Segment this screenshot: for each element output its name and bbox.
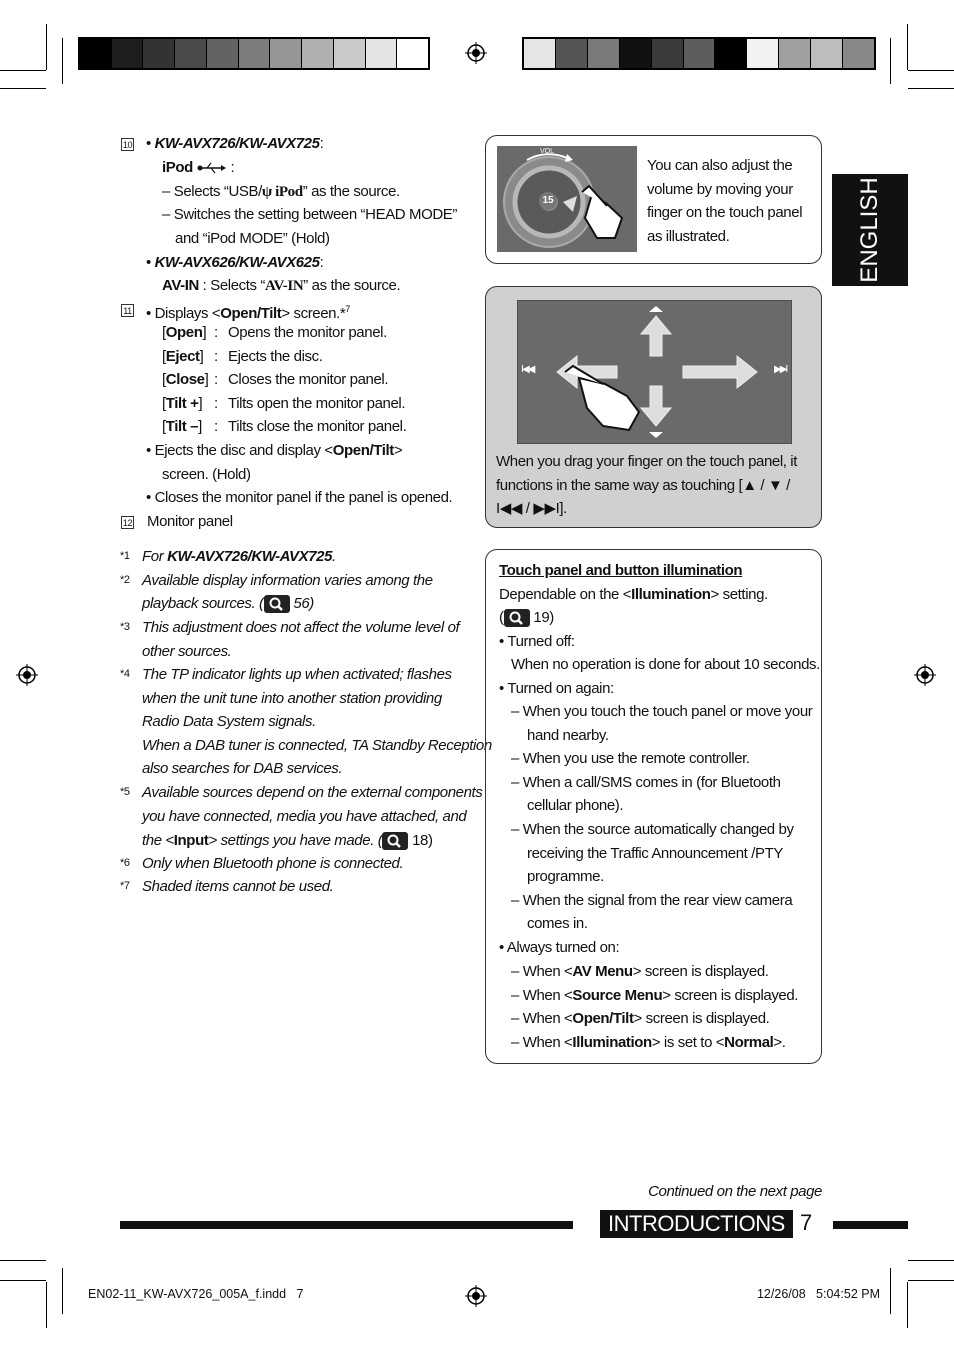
setting-name: AV Menu [572,963,633,980]
option-colon [214,321,218,345]
volume-tip-line: volume by moving your [647,180,793,198]
text: ] [202,324,207,341]
registration-mark-icon [465,1285,487,1307]
footnote-mark: *2 [120,574,130,586]
option-desc: Ejects the disc. [228,347,323,365]
text: [ [162,324,166,341]
text: – When < [511,1033,573,1051]
volume-tip-line: You can also adjust the [647,157,793,174]
text: – When < [511,963,573,980]
color-swatch [779,39,811,68]
color-swatch [715,39,747,68]
color-swatch [556,39,588,68]
item11-text: Displays < [154,305,221,322]
eject-text: Ejects the disc and display < [154,442,333,459]
ipod-option-2: – Switches the setting between “HEAD MODE” [162,206,457,223]
illum-off-title: Turned off: [507,633,575,650]
drag-tip-line: When you drag your finger on the touch panel, it [496,453,798,470]
print-date: 12/26/08 5:04:52 PM [756,1287,880,1301]
text: ] [198,418,202,436]
section-label: INTRODUCTIONS [600,1210,793,1238]
option-key: Eject [165,347,200,365]
drag-tip-line: I◀◀ / ▶▶I]. [496,500,567,518]
text: : [214,394,218,412]
footer-rule-right [833,1221,908,1229]
footnote-text: The TP indicator lights up when activated; flashes [142,666,452,683]
illum-on-item: – When the signal from the rear view camera [511,891,793,909]
footnote-text: you have connected, media you have attached, and [142,808,467,825]
setting-name: Source Menu [572,986,663,1004]
footnote-text: Available sources depend on the external components [142,784,483,801]
color-swatch [239,39,271,68]
ipod-option-1-end: ” as the source. [302,183,400,200]
footnote-text: For [142,548,168,565]
option-desc: Closes the monitor panel. [228,371,389,389]
ipod-option-1: – Selects “USB/ [162,183,262,200]
footnote-text: Only when Bluetooth phone is connected. [142,855,404,872]
illum-on-title: Turned on again: [507,680,614,697]
footnote-text: also searches for DAB services. [142,760,343,777]
footnote-text: This adjustment does not affect the volume level of [142,619,460,636]
continued-note: Continued on the next page [648,1183,822,1200]
footnote-mark: *7 [120,880,130,892]
text: ] [204,371,209,389]
next-icon: ▶▶I [774,364,787,375]
color-swatch [270,39,302,68]
text: – When < [511,1010,573,1028]
page-ref: 18) [408,832,433,849]
footer-rule-left [120,1221,573,1229]
color-swatch [620,39,652,68]
color-swatch [652,39,684,68]
text: [ [162,394,166,412]
illum-text: ( [499,609,504,626]
illum-on-item: – When a call/SMS comes in (for Bluetooth [511,773,781,791]
color-swatch [588,39,620,68]
text: >. [773,1033,786,1051]
color-bar-right [522,37,876,70]
color-bar-left [78,37,430,70]
option-key: Tilt + [165,394,199,412]
text: [ [162,418,166,436]
option-colon [214,368,218,392]
usb-icon [197,162,227,174]
item-number: 12 [122,518,133,528]
option-key-cell [162,345,203,369]
color-swatch [843,39,874,68]
footnote-setting: Input [173,832,209,849]
text: > screen is displayed. [633,1010,770,1028]
text: [ [162,347,166,365]
color-swatch [747,39,779,68]
volume-tip-line: as illustrated. [647,227,730,245]
footnote-text: playback sources. ( [142,595,264,612]
footnote-model: KW-AVX726/KW-AVX725 [167,548,333,565]
option-key-cell [162,392,202,416]
option-key: Close [165,371,205,389]
illum-on-item: – When you touch the touch panel or move your [511,703,813,720]
eject-text-cont: screen. (Hold) [162,466,251,483]
registration-mark-icon [465,42,487,64]
illum-always-item [511,984,798,1008]
illum-on-item: cellular phone). [527,797,624,815]
option-colon [214,415,218,439]
illum-on-item: comes in. [527,915,588,933]
color-swatch [524,39,556,68]
color-swatch [112,39,144,68]
footnote-text: other sources. [142,643,232,660]
language-tab-label: ENGLISH [856,177,883,283]
drag-tip-line: functions in the same way as touching [▲ / ▼ / [496,476,790,494]
option-desc: Tilts open the monitor panel. [228,394,406,412]
option-desc: Tilts close the monitor panel. [228,418,407,436]
text: – When < [511,986,573,1004]
option-colon [214,345,218,369]
illum-always-item [511,1007,769,1031]
footnote-mark: *5 [120,786,130,798]
illum-always-title: Always turned on: [506,939,620,956]
footnote-text: Shaded items cannot be used. [142,878,334,895]
footnote-text: > settings you have made. ( [208,832,383,849]
text: : [214,324,218,341]
illum-always-item [511,960,769,984]
closes-text: Closes the monitor panel if the panel is opened. [154,489,453,506]
option-key: Tilt – [165,418,199,436]
touch-panel-drag-illustration [517,300,792,444]
magnifier-icon [504,609,530,627]
ipod-label: iPod [162,159,193,176]
footnote-text: . [332,548,336,565]
text: ] [199,347,204,365]
step-badge: 15 [539,192,557,210]
text: : [214,347,218,365]
illum-text: > setting. [710,586,768,603]
footnote-text: Radio Data System signals. [142,713,316,730]
avin-text: : Selects “ [198,277,265,294]
option-key-cell [162,415,202,439]
footnote-text: When a DAB tuner is connected, TA Standby Reception [142,737,492,754]
volume-knob-illustration [497,146,637,252]
illum-off-text: When no operation is done for about 10 seconds. [511,656,820,673]
prev-icon: I◀◀ [521,364,534,375]
magnifier-icon [382,832,408,850]
ipod-option-2-cont: and “iPod MODE” (Hold) [175,230,330,247]
color-swatch [302,39,334,68]
item-number: 10 [122,140,133,150]
registration-mark-icon [914,664,936,686]
avin-label: AV-IN [162,277,199,294]
text: > screen is displayed. [662,986,799,1004]
text: : [214,418,218,436]
model-name: KW-AVX726/KW-AVX725 [154,135,320,152]
item12-text: Monitor panel [147,513,233,530]
item-number: 11 [121,304,134,317]
footnote-ref: 7 [345,304,350,314]
item11-screen: Open/Tilt [220,305,282,322]
page-ref: 56) [289,595,314,612]
model-name: KW-AVX626/KW-AVX625 [154,254,320,271]
color-swatch [684,39,716,68]
footnote-text: when the unit tune into another station providing [142,690,442,707]
color-swatch [334,39,366,68]
color-swatch [175,39,207,68]
option-desc: Opens the monitor panel. [228,324,387,341]
footnote-text: the < [142,832,174,849]
illumination-title: Touch panel and button illumination [499,562,743,579]
setting-name: Illumination [572,1033,652,1051]
color-swatch [80,39,112,68]
option-colon [214,392,218,416]
illum-on-item: hand nearby. [527,726,609,744]
text: > screen is displayed. [632,963,769,980]
option-key: Open [165,324,203,341]
illum-on-item: – When you use the remote controller. [511,750,750,768]
text: [ [162,371,166,389]
volume-tip-line: finger on the touch panel [647,204,803,222]
color-swatch [811,39,843,68]
eject-text-end: > [393,442,403,459]
ipod-source: iPod [271,184,303,200]
page-ref: 19) [529,609,554,626]
setting-value: Normal [724,1033,774,1051]
color-swatch [143,39,175,68]
item11-text-end: > screen.* [281,305,346,322]
setting-name: Open/Tilt [572,1010,634,1028]
footnote-mark: *6 [120,857,130,869]
text: ] [198,394,203,412]
option-key-cell [162,368,208,392]
registration-mark-icon [16,664,38,686]
illum-on-item: receiving the Traffic Announcement /PTY [527,844,783,862]
footnote-text: Available display information varies among the [142,572,433,589]
text: : [214,371,218,389]
avin-text-end: ” as the source. [303,277,401,294]
color-swatch [366,39,398,68]
color-swatch [397,39,428,68]
footnote-mark: *3 [120,621,130,633]
avin-source: AV-IN [264,278,304,294]
vol-label: VOL [540,148,555,155]
footnote-mark: *4 [120,668,130,680]
eject-screen: Open/Tilt [332,442,394,459]
magnifier-icon [264,595,290,613]
text: > is set to < [651,1033,725,1051]
file-info: EN02-11_KW-AVX726_005A_f.indd 7 [88,1287,304,1301]
color-swatch [207,39,239,68]
option-key-cell [162,321,206,345]
illum-on-item: programme. [527,868,604,886]
illum-always-item [511,1031,786,1055]
footnote-mark: *1 [120,550,130,562]
illum-on-item: – When the source automatically changed by [511,821,794,838]
illum-text: Dependable on the < [499,586,632,603]
illum-setting: Illumination [631,586,711,603]
page-number: 7 [800,1210,813,1235]
